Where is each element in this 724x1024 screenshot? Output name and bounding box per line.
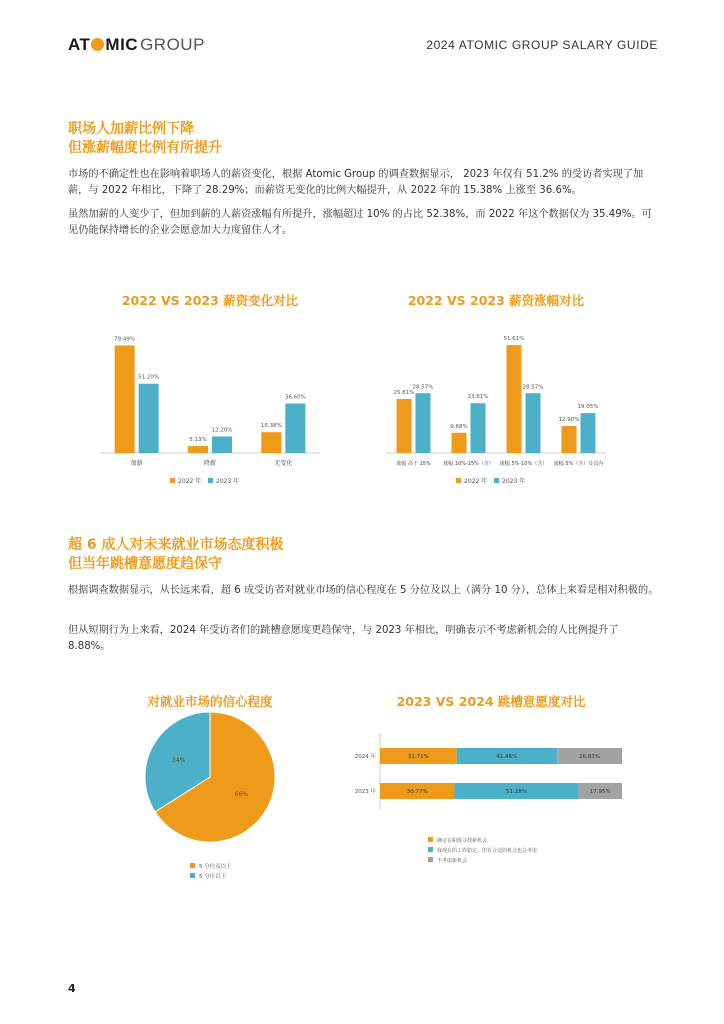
confidence-chart-title: 对就业市场的信心程度: [147, 694, 273, 709]
section1-title-line2: 但涨薪幅度比例有所提升: [68, 140, 222, 156]
section2-paragraph-1: 根据调查数据显示，从长远来看，超 6 成受访者对就业市场的信心程度在 5 分位及以上（满分 10 分），总体上来看是相对积极的。: [68, 585, 659, 596]
slice-label: 34%: [172, 756, 186, 764]
data-label: 25.81%: [393, 390, 415, 397]
data-label: 15.38%: [260, 423, 282, 430]
bar-series1: [452, 433, 467, 453]
legend-label: 5 分位以下: [199, 874, 227, 880]
salary-increase-chart: [376, 310, 616, 490]
bar-series2: [416, 393, 431, 453]
salary-change-chart: [90, 310, 330, 490]
segment-label: 51.28%: [506, 789, 528, 795]
section1-title-line1: 职场人加薪比例下降: [68, 121, 194, 137]
section1-paragraph-2: 虽然加薪的人变少了，但加到薪的人薪资涨幅有所提升，涨幅超过 10% 的占比 52.38%，而 2022 年这个数据仅为 35.49%。可见仍能保持增长的企业会愿意加大力度留住人才。: [68, 209, 652, 236]
legend-label: 5 分位及以上: [199, 864, 232, 870]
legend-label: 2023 年: [502, 478, 526, 485]
legend-swatch: [428, 857, 433, 862]
bar-series1: [115, 345, 135, 453]
logo-text-mid: MIC: [105, 35, 139, 54]
legend-swatch: [190, 873, 195, 878]
segment-label: 26.83%: [579, 754, 601, 760]
bar-series2: [139, 384, 159, 453]
data-label: 23.81%: [467, 394, 489, 401]
segment-label: 30.77%: [406, 789, 428, 795]
legend-swatch: [170, 478, 175, 483]
salary-increase-chart-title: 2022 VS 2023 薪资涨幅对比: [407, 293, 585, 308]
legend-label: 2022 年: [464, 478, 488, 485]
bar-series1: [397, 399, 412, 453]
category-label: 涨幅 高于 15%: [396, 461, 431, 467]
category-label: 加薪: [130, 460, 143, 467]
category-label: 降薪: [203, 460, 217, 467]
bar-series2: [212, 436, 232, 453]
data-label: 12.90%: [558, 417, 580, 424]
page-header: [68, 35, 658, 57]
legend-label: 2022 年: [178, 478, 202, 485]
category-label: 涨幅 5%（含）及以内: [553, 461, 604, 467]
page-number: 4: [68, 982, 76, 995]
legend-label: 不考虑新机会: [437, 858, 468, 864]
logo-text-left: AT: [68, 35, 91, 54]
legend-swatch: [208, 478, 213, 483]
legend-swatch: [494, 478, 499, 483]
data-label: 12.20%: [211, 427, 233, 434]
section2-title-line1: 超 6 成人对未来就业市场态度积极: [68, 537, 284, 553]
header-title: 2024 ATOMIC GROUP SALARY GUIDE: [426, 38, 658, 52]
logo-text-right: GROUP: [140, 35, 205, 54]
slice-label: 66%: [234, 791, 248, 799]
section1-paragraph-1: 市场的不确定性也在影响着职场人的薪资变化，根据 Atomic Group 的调查数据显示， 2023 年仅有 51.2% 的受访者实现了加薪，与 2022 年相比，下降了 28.29%；而薪资无变化的比例大幅提升，从 2022 年的 15.38% 上涨至 36.6%。: [68, 169, 644, 196]
legend-label: 确定在职级寻找新机会: [437, 838, 488, 844]
bar-series2: [526, 393, 541, 453]
data-label: 79.49%: [114, 336, 136, 343]
legend-swatch: [190, 863, 195, 868]
bar-series1: [562, 426, 577, 453]
segment-label: 17.95%: [589, 789, 611, 795]
legend-swatch: [428, 847, 433, 852]
job-hopping-stacked-chart: [340, 725, 640, 875]
data-label: 28.57%: [522, 384, 544, 391]
data-label: 19.05%: [577, 404, 599, 411]
data-label: 51.20%: [138, 374, 160, 381]
job-hopping-chart-title: 2023 VS 2024 跳槽意愿度对比: [396, 694, 586, 709]
atomic-group-logo: [68, 35, 205, 55]
category-label: 2024 年: [354, 754, 376, 760]
section2-title-line2: 但当年跳槽意愿度趋保守: [68, 556, 222, 572]
logo-atom-icon: [91, 38, 104, 51]
category-label: 涨幅 5%-10%（含）: [499, 461, 548, 467]
bar-series1: [507, 345, 522, 453]
data-label: 28.57%: [412, 384, 434, 391]
legend-swatch: [456, 478, 461, 483]
segment-label: 41.46%: [496, 754, 518, 760]
category-label: 涨幅 10%-15%（含）: [443, 461, 494, 467]
bar-series1: [261, 432, 281, 453]
salary-change-chart-title: 2022 VS 2023 薪资变化对比: [121, 293, 299, 308]
bar-series1: [188, 446, 208, 453]
legend-swatch: [428, 837, 433, 842]
category-label: 无变化: [274, 460, 293, 467]
section2-paragraph-2: 但从短期行为上来看，2024 年受访者们的跳槽意愿度更趋保守，与 2023 年相比，明确表示不考虑新机会的人比例提升了 8.88%。: [68, 625, 619, 652]
data-label: 5.13%: [189, 437, 207, 444]
data-label: 9.68%: [450, 423, 468, 430]
category-label: 2023 年: [354, 789, 376, 795]
data-label: 36.60%: [284, 394, 306, 401]
bar-series2: [581, 413, 596, 453]
legend-label: 我现在的工作稳定，但有合适的机会也会考虑: [437, 848, 538, 854]
bar-series2: [471, 403, 486, 453]
data-label: 51.61%: [503, 336, 525, 343]
segment-label: 31.71%: [407, 754, 429, 760]
confidence-pie-chart: [130, 712, 300, 892]
legend-label: 2023 年: [216, 478, 240, 485]
bar-series2: [285, 403, 305, 453]
